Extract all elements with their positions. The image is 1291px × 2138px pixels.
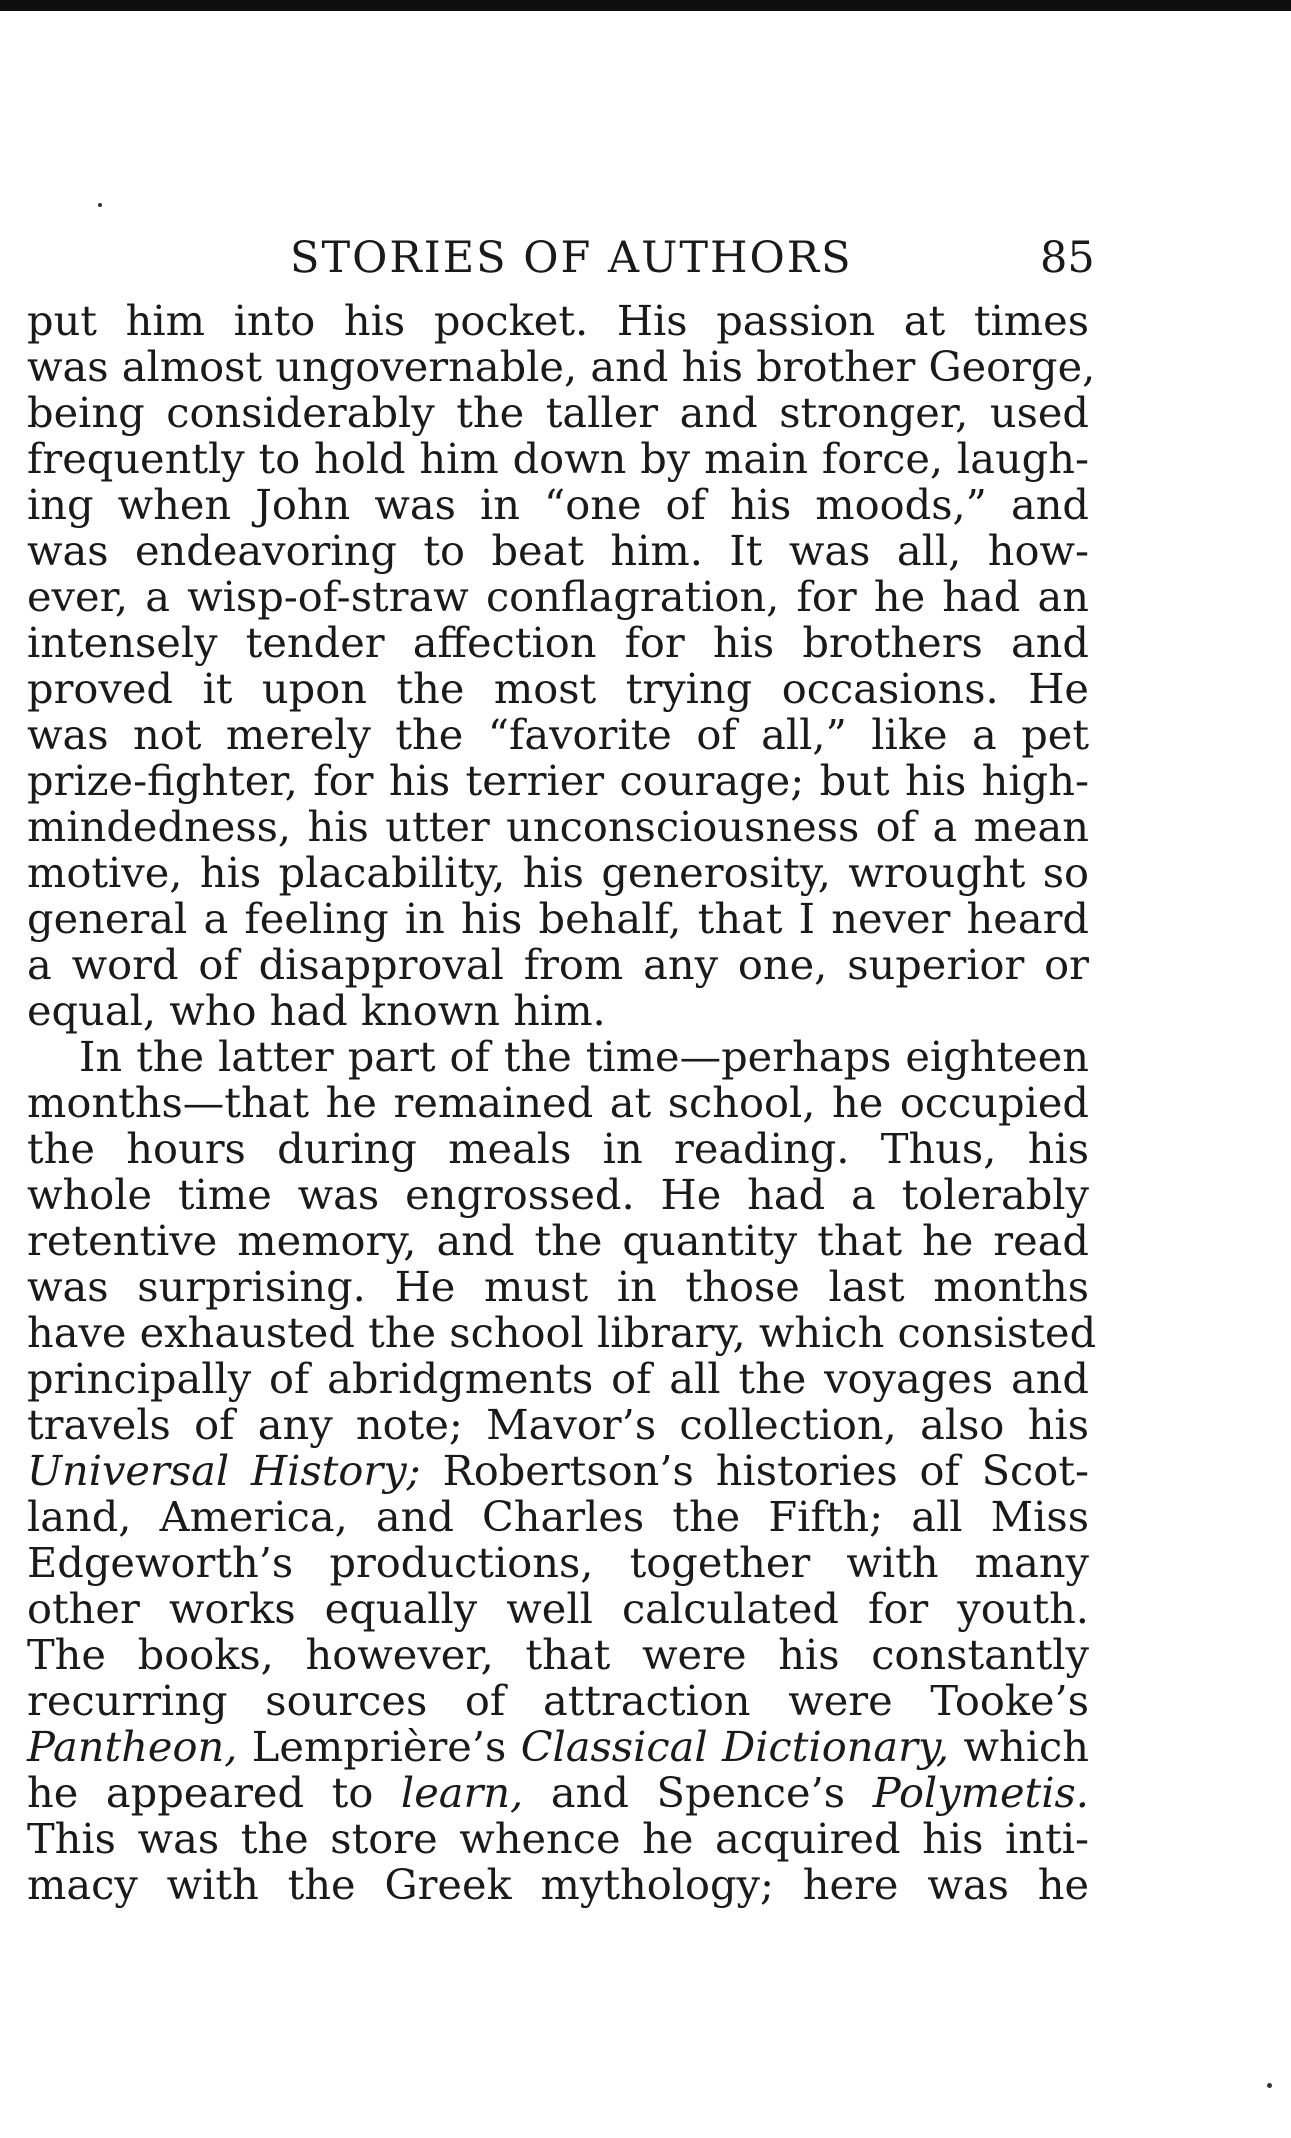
- text-run: which: [949, 1722, 1089, 1771]
- text-line: frequently to hold him down by main force, laugh-: [27, 434, 1089, 483]
- italic-title: Pantheon,: [27, 1722, 238, 1771]
- text-line: proved it upon the most trying occasions. He: [27, 664, 1089, 713]
- text-line: retentive memory, and the quantity that he read: [27, 1216, 1089, 1265]
- text-line: [27, 1448, 1089, 1494]
- page-header: [0, 228, 1291, 288]
- text-line: general a feeling in his behalf, that I never heard: [27, 894, 1089, 943]
- text-line: was surprising. He must in those last months: [27, 1262, 1089, 1311]
- text-line: ever, a wisp-of-straw conflagration, for he had an: [27, 572, 1089, 621]
- text-line: put him into his pocket. His passion at times: [27, 296, 1089, 345]
- page-number: 85: [1040, 233, 1095, 283]
- text-line: [27, 1770, 1089, 1816]
- italic-title: Classical Dictionary,: [520, 1722, 950, 1771]
- body-text: [27, 296, 1097, 1909]
- text-line: being considerably the taller and stronger, used: [27, 388, 1089, 437]
- text-line: principally of abridgments of all the voyages and: [27, 1354, 1089, 1403]
- text-run: Lemprière’s: [237, 1722, 521, 1771]
- text-line: other works equally well calculated for youth.: [27, 1584, 1089, 1633]
- text-line: The books, however, that were his constantly: [27, 1630, 1089, 1679]
- text-line: mindedness, his utter unconsciousness of a mean: [27, 802, 1089, 851]
- scan-speck: [98, 203, 102, 207]
- text-run: Robertson’s histories of Scot-: [420, 1446, 1089, 1495]
- text-line: was almost ungovernable, and his brother George,: [27, 342, 1096, 391]
- text-line: motive, his placability, his generosity, wrought so: [27, 848, 1089, 897]
- scan-speck: [1267, 2083, 1272, 2088]
- text-line: a word of disapproval from any one, superior or: [27, 940, 1089, 989]
- text-line: months—that he remained at school, he occupied: [27, 1078, 1089, 1127]
- text-run: and Spence’s: [523, 1768, 873, 1817]
- text-line: macy with the Greek mythology; here was he: [27, 1860, 1089, 1909]
- text-line: recurring sources of attraction were Tooke’s: [27, 1676, 1089, 1725]
- text-line: equal, who had known him.: [27, 986, 606, 1035]
- text-line: [27, 1724, 1089, 1770]
- text-line: In the latter part of the time—perhaps eighteen: [79, 1032, 1089, 1081]
- text-line: prize-fighter, for his terrier courage; but his high-: [27, 756, 1089, 805]
- text-line: whole time was engrossed. He had a tolerably: [27, 1170, 1089, 1219]
- text-line: intensely tender affection for his brothers and: [27, 618, 1089, 667]
- text-line: This was the store whence he acquired his inti-: [27, 1814, 1089, 1863]
- text-line: the hours during meals in reading. Thus, his: [27, 1124, 1089, 1173]
- text-line: travels of any note; Mavor’s collection, also his: [27, 1400, 1089, 1449]
- text-line: ing when John was in “one of his moods,” and: [27, 480, 1089, 529]
- italic-title: Polymetis.: [872, 1768, 1089, 1817]
- running-head: STORIES OF AUTHORS: [290, 233, 853, 283]
- page-top-edge: [0, 0, 1291, 11]
- italic-word: learn,: [400, 1768, 524, 1817]
- text-run: he appeared to: [27, 1768, 401, 1817]
- text-line: was not merely the “favorite of all,” like a pet: [27, 710, 1089, 759]
- text-line: Edgeworth’s productions, together with many: [27, 1538, 1089, 1587]
- italic-title: Universal History;: [27, 1446, 421, 1495]
- text-line: have exhausted the school library, which consisted: [27, 1308, 1097, 1357]
- text-line: land, America, and Charles the Fifth; all Miss: [27, 1492, 1089, 1541]
- text-line: was endeavoring to beat him. It was all, how-: [27, 526, 1089, 575]
